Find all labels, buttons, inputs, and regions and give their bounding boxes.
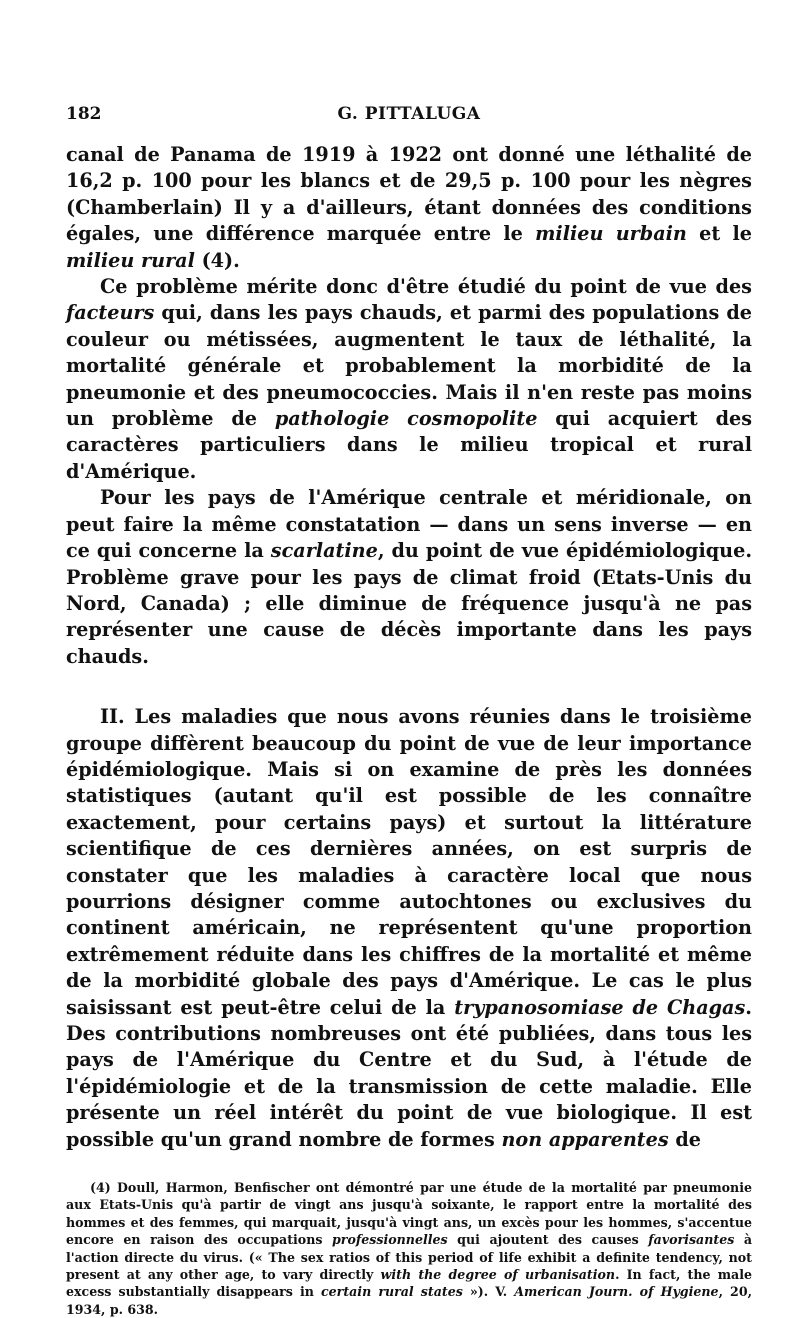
text-run: »). V. [462, 1284, 515, 1300]
italic-text: certain rural states [321, 1284, 463, 1300]
italic-text: professionnelles [332, 1232, 448, 1248]
document-page [66, 100, 752, 1318]
text-run: canal de Panama de 1919 à 1922 ont donné une léthalité de 16,2 p. 100 pour les blancs et de 29,5 p. 100 pour les nègres (Chamberlain) Il y a d'ailleurs, étant données des conditions égales, une différence marquée entre le [66, 143, 752, 246]
text-run: . In fact, the male excess substantially disappears in [66, 1267, 753, 1300]
italic-text: facteurs [66, 301, 155, 325]
paragraph [66, 704, 752, 1153]
italic-text: American Journ. of Hygiene [514, 1284, 719, 1300]
italic-text: trypanosomiase de Chagas [454, 995, 746, 1019]
text-run: à l'action directe du virus. (« The sex ratios of this period of life exhibit a definite tendency, not present at any other age, to vary directly [66, 1232, 752, 1283]
text-run: (4). [194, 248, 240, 272]
text-run: II. Les maladies que nous avons réunies dans le troisième groupe diffèrent beaucoup du point de vue de leur importance épidémiologique. Mais si on examine de près les données statistiques (autant qu'il est possible de les connaître exactement, pour certains pays) et surtout la littérature scientifique de ces dernières années, on est surpris de constater que les maladies à caractère local que nous pourrions désigner comme autochtones ou exclusives du continent américain, ne représentent qu'une proportion extrêmement réduite dans les chiffres de la mortalité et même de la morbidité globale des pays d'Amérique. Le cas le plus saisissant est peut-être celui de la [66, 705, 752, 1019]
running-head [66, 100, 752, 130]
body-text [66, 142, 752, 1153]
italic-text: milieu rural [66, 248, 195, 272]
text-run: (4) Doull, Harmon, Benfischer ont démontré par une étude de la mortalité par pneumonie aux Etats-Unis qu'à partir de vingt ans jusqu'à soixante, le rapport entre la mortalité des hommes et des femmes, qui marquait, jusqu'à vingt ans, un excès pour les hommes, s'accentue encore en raison des occupations [66, 1180, 752, 1248]
text-run: , 20, 1934, p. 638. [66, 1284, 752, 1317]
footnotes [66, 1179, 752, 1318]
text-run: qui ajoutent des causes [447, 1232, 649, 1248]
text-run: qui, dans les pays chauds, et parmi des populations de couleur ou métissées, augmentent le taux de léthalité, la mortalité générale et probablement la morbidité de la pneumonie et des pneumococcies. Mais il n'en reste pas moins un problème de [66, 301, 752, 431]
italic-text: non apparentes [501, 1127, 669, 1151]
footnote [66, 1179, 752, 1318]
text-run: et le [686, 222, 753, 246]
text-run: Pour les pays de l'Amérique centrale et méridionale, on peut faire la même constatation — dans un sens inverse — en ce qui concerne la [66, 486, 752, 563]
text-run: qui acquiert des caractères particuliers dans le milieu tropical et rural d'Amérique. [66, 407, 753, 483]
italic-text: with the degree of urbanisation [380, 1267, 616, 1283]
running-head-author: G. PITTALUGA [337, 104, 481, 124]
italic-text: pathologie cosmopolite [274, 407, 538, 431]
paragraph [66, 274, 752, 485]
section-break [66, 670, 752, 704]
italic-text: milieu urbain [535, 222, 687, 246]
text-run: , du point de vue épidémiologique. Problème grave pour les pays de climat froid (Etats-Unis du Nord, Canada) ; elle diminue de fréquence jusqu'à ne pas représenter une cause de décès importante dans les pays chauds. [66, 539, 753, 668]
italic-text: favorisantes [648, 1232, 735, 1248]
paragraph [66, 485, 752, 670]
page-number: 182 [66, 104, 102, 124]
italic-text: scarlatine [270, 539, 378, 563]
text-run: . Des contributions nombreuses ont été publiées, dans tous les pays de l'Amérique du Centre et du Sud, à l'étude de l'épidémiologie et de la transmission de cette maladie. Elle présente un réel intérêt du point de vue biologique. Il est possible qu'un grand nombre de formes [66, 995, 752, 1151]
text-run: Ce problème mérite donc d'être étudié du point de vue des [100, 275, 752, 299]
text-run: de [668, 1127, 701, 1151]
paragraph [66, 142, 752, 274]
